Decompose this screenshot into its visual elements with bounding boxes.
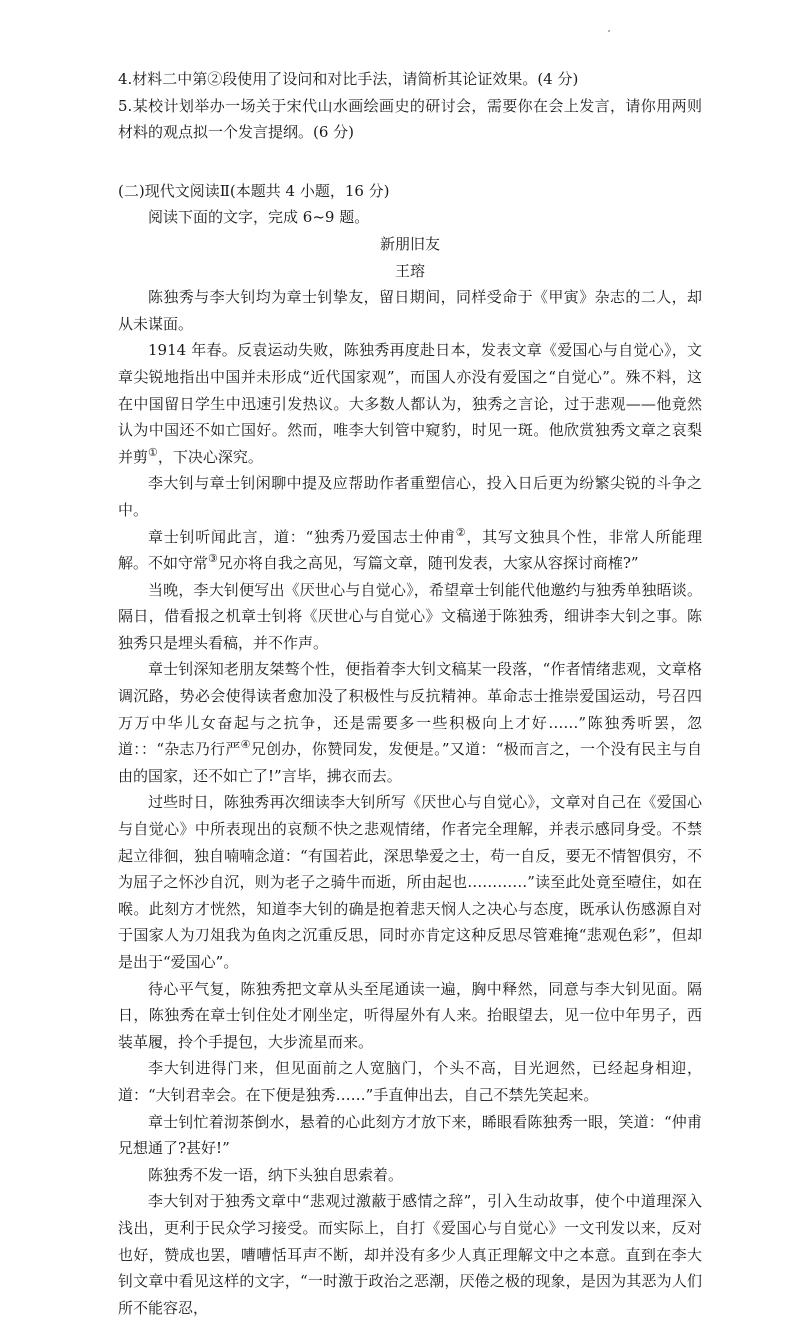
- paragraph-10: [118, 1109, 702, 1162]
- paragraph-11: [118, 1162, 702, 1189]
- paragraph-text: 陈独秀不发一语，纳下头独自思索着。: [148, 1165, 404, 1184]
- paragraph-text-tail: 兄亦将自我之高见，写篇文章，随刊发表，大家从容探讨商榷?”: [217, 554, 639, 573]
- paragraph-text: 李大钊与章士钊闲聊中提及应帮助作者重塑信心，投入日后更为纷繁尖锐的斗争之中。: [118, 474, 702, 519]
- paragraph-text: 李大钊进得门来，但见面前之人宽脑门，个头不高，目光迥然，已经起身相迎，道：“大钊君幸会。在下便是独秀……”手直伸出去，自己不禁先笑起来。: [118, 1059, 702, 1104]
- paragraph-text: 陈独秀与李大钊均为章士钊挚友，留日期间，同样受命于《甲寅》杂志的二人，却从未谋面。: [118, 288, 702, 333]
- paragraph-12: [118, 1188, 702, 1321]
- section-gap: [118, 146, 702, 170]
- section-instruction: 阅读下面的文字，完成 6~9 题。: [148, 208, 370, 227]
- paragraph-text: 当晚，李大钊便写出《厌世心与自觉心》，希望章士钊能代他邀约与独秀单独晤谈。隔日，借看报之机章士钊将《厌世心与自觉心》文稿递于陈独秀，细讲李大钊之事。陈独秀只是埋头看稿，并不作声。: [118, 580, 702, 652]
- paragraph-7: [118, 789, 702, 975]
- article-title: 新朋旧友: [379, 234, 440, 253]
- paragraph-text-tail: ，下决心深究。: [157, 447, 263, 466]
- paragraph-text: 章士钊忙着沏茶倒水，悬着的心此刻方才放下来，睎眼看陈独秀一眼，笑道：“仲甫兄想通了?甚好!”: [118, 1112, 702, 1158]
- footnote-marker: ③: [208, 552, 218, 566]
- paragraph-text: 章士钊深知老朋友桀骜个性，便指着李大钊文稿某一段落，“作者情绪悲观，文章格调沉路，势必会使得读者愈加没了积极性与反抗精神。革命志士推崇爱国运动，号召四万万中华儿女奋起与之抗争，还是需要多一些积极向上才好……”陈独秀听罢，忽道：：“杂志乃行严: [118, 660, 702, 759]
- paragraph-text-mid: ，其写文独具个性，非常人所能理解。不如守常: [118, 527, 702, 573]
- article-author: 王瑢: [394, 261, 425, 280]
- footnote-marker: ④: [240, 738, 251, 752]
- paragraph-1: [118, 284, 702, 337]
- paragraph-4: [118, 524, 702, 577]
- footnote-marker: ②: [455, 525, 467, 539]
- section-heading: (二)现代文阅读Ⅱ(本题共 4 小题，16 分): [118, 181, 390, 200]
- question-5: 5.某校计划举办一场关于宋代山水画绘画史的研讨会，需要你在会上发言，请你用两则材料的观点拟一个发言提纲。(6 分): [118, 96, 702, 142]
- corner-mark: [608, 30, 610, 32]
- paragraph-text: 章士钊听闻此言，道：“独秀乃爱国志士仲甫: [148, 527, 456, 546]
- paragraph-text-tail: 兄创办，你赞同发，发便是。”又道：“极而言之，一个没有民主与自由的国家，还不如亡了!”言毕，拂衣而去。: [118, 740, 702, 785]
- question-4: 4.材料二中第②段使用了设问和对比手法，请简析其论证效果。(4 分): [118, 70, 579, 88]
- document-page: [118, 66, 702, 1321]
- footnote-marker: ①: [148, 445, 158, 459]
- paragraph-text: 1914 年春。反袁运动失败，陈独秀再度赴日本，发表文章《爱国心与自觉心》，文章尖锐地指出中国并未形成“近代国家观”，而国人亦没有爱国之“自觉心”。殊不料，这在中国留日学生中迅速引发热议。大多数人都认为，独秀之言论，过于悲观——他竟然认为中国还不如亡国好。然而，唯李大钊管中窥豹，时见一斑。他欣赏独秀文章之哀梨并剪: [118, 341, 702, 466]
- paragraph-text: 过些时日，陈独秀再次细读李大钊所写《厌世心与自觉心》，文章对自己在《爱国心与自觉心》中所表现出的哀颓不快之悲观情绪，作者完全理解，并表示感同身受。不禁起立徘徊，独自喃喃念道：“有国若此，深思挚爱之士，苟一自反，要无不情智俱穷，不为屈子之怀沙自沉，则为老子之骑牛而逝，所由起也…………”读至此处竟至噎住，如在喉。此刻方才恍然，知道李大钊的确是抱着悲天悯人之决心与态度，既承认伤感源自对于国家人为刀俎我为鱼肉之沉重反思，同时亦肯定这种反思尽管难掩“悲观色彩”，但却是出于“爱国心”。: [118, 793, 702, 971]
- paragraph-text: 待心平气复，陈独秀把文章从头至尾通读一遍，胸中释然，同意与李大钊见面。隔日，陈独秀在章士钊住处才刚坐定，听得屋外有人来。抬眼望去，见一位中年男子，西装革履，拎个手提包，大步流星而来。: [118, 979, 702, 1051]
- paragraph-8: [118, 976, 702, 1056]
- paragraph-text: 李大钊对于独秀文章中“悲观过激蔽于感情之辞”，引入生动故事，使个中道理深入浅出，更利于民众学习接受。而实际上，自打《爱国心与自觉心》一文刊发以来，反对也好，赞成也罢，嘈嘈恬耳声不断，却并没有多少人真正理解文中之本意。直到在李大钊文章中看见这样的文字，“一时激于政治之恶潮，厌倦之极的现象，是因为其恶为人们所不能容忍，: [118, 1192, 702, 1317]
- paragraph-6: [118, 656, 702, 789]
- paragraph-5: [118, 577, 702, 657]
- paragraph-3: [118, 470, 702, 523]
- paragraph-2: [118, 337, 702, 470]
- paragraph-9: [118, 1055, 702, 1108]
